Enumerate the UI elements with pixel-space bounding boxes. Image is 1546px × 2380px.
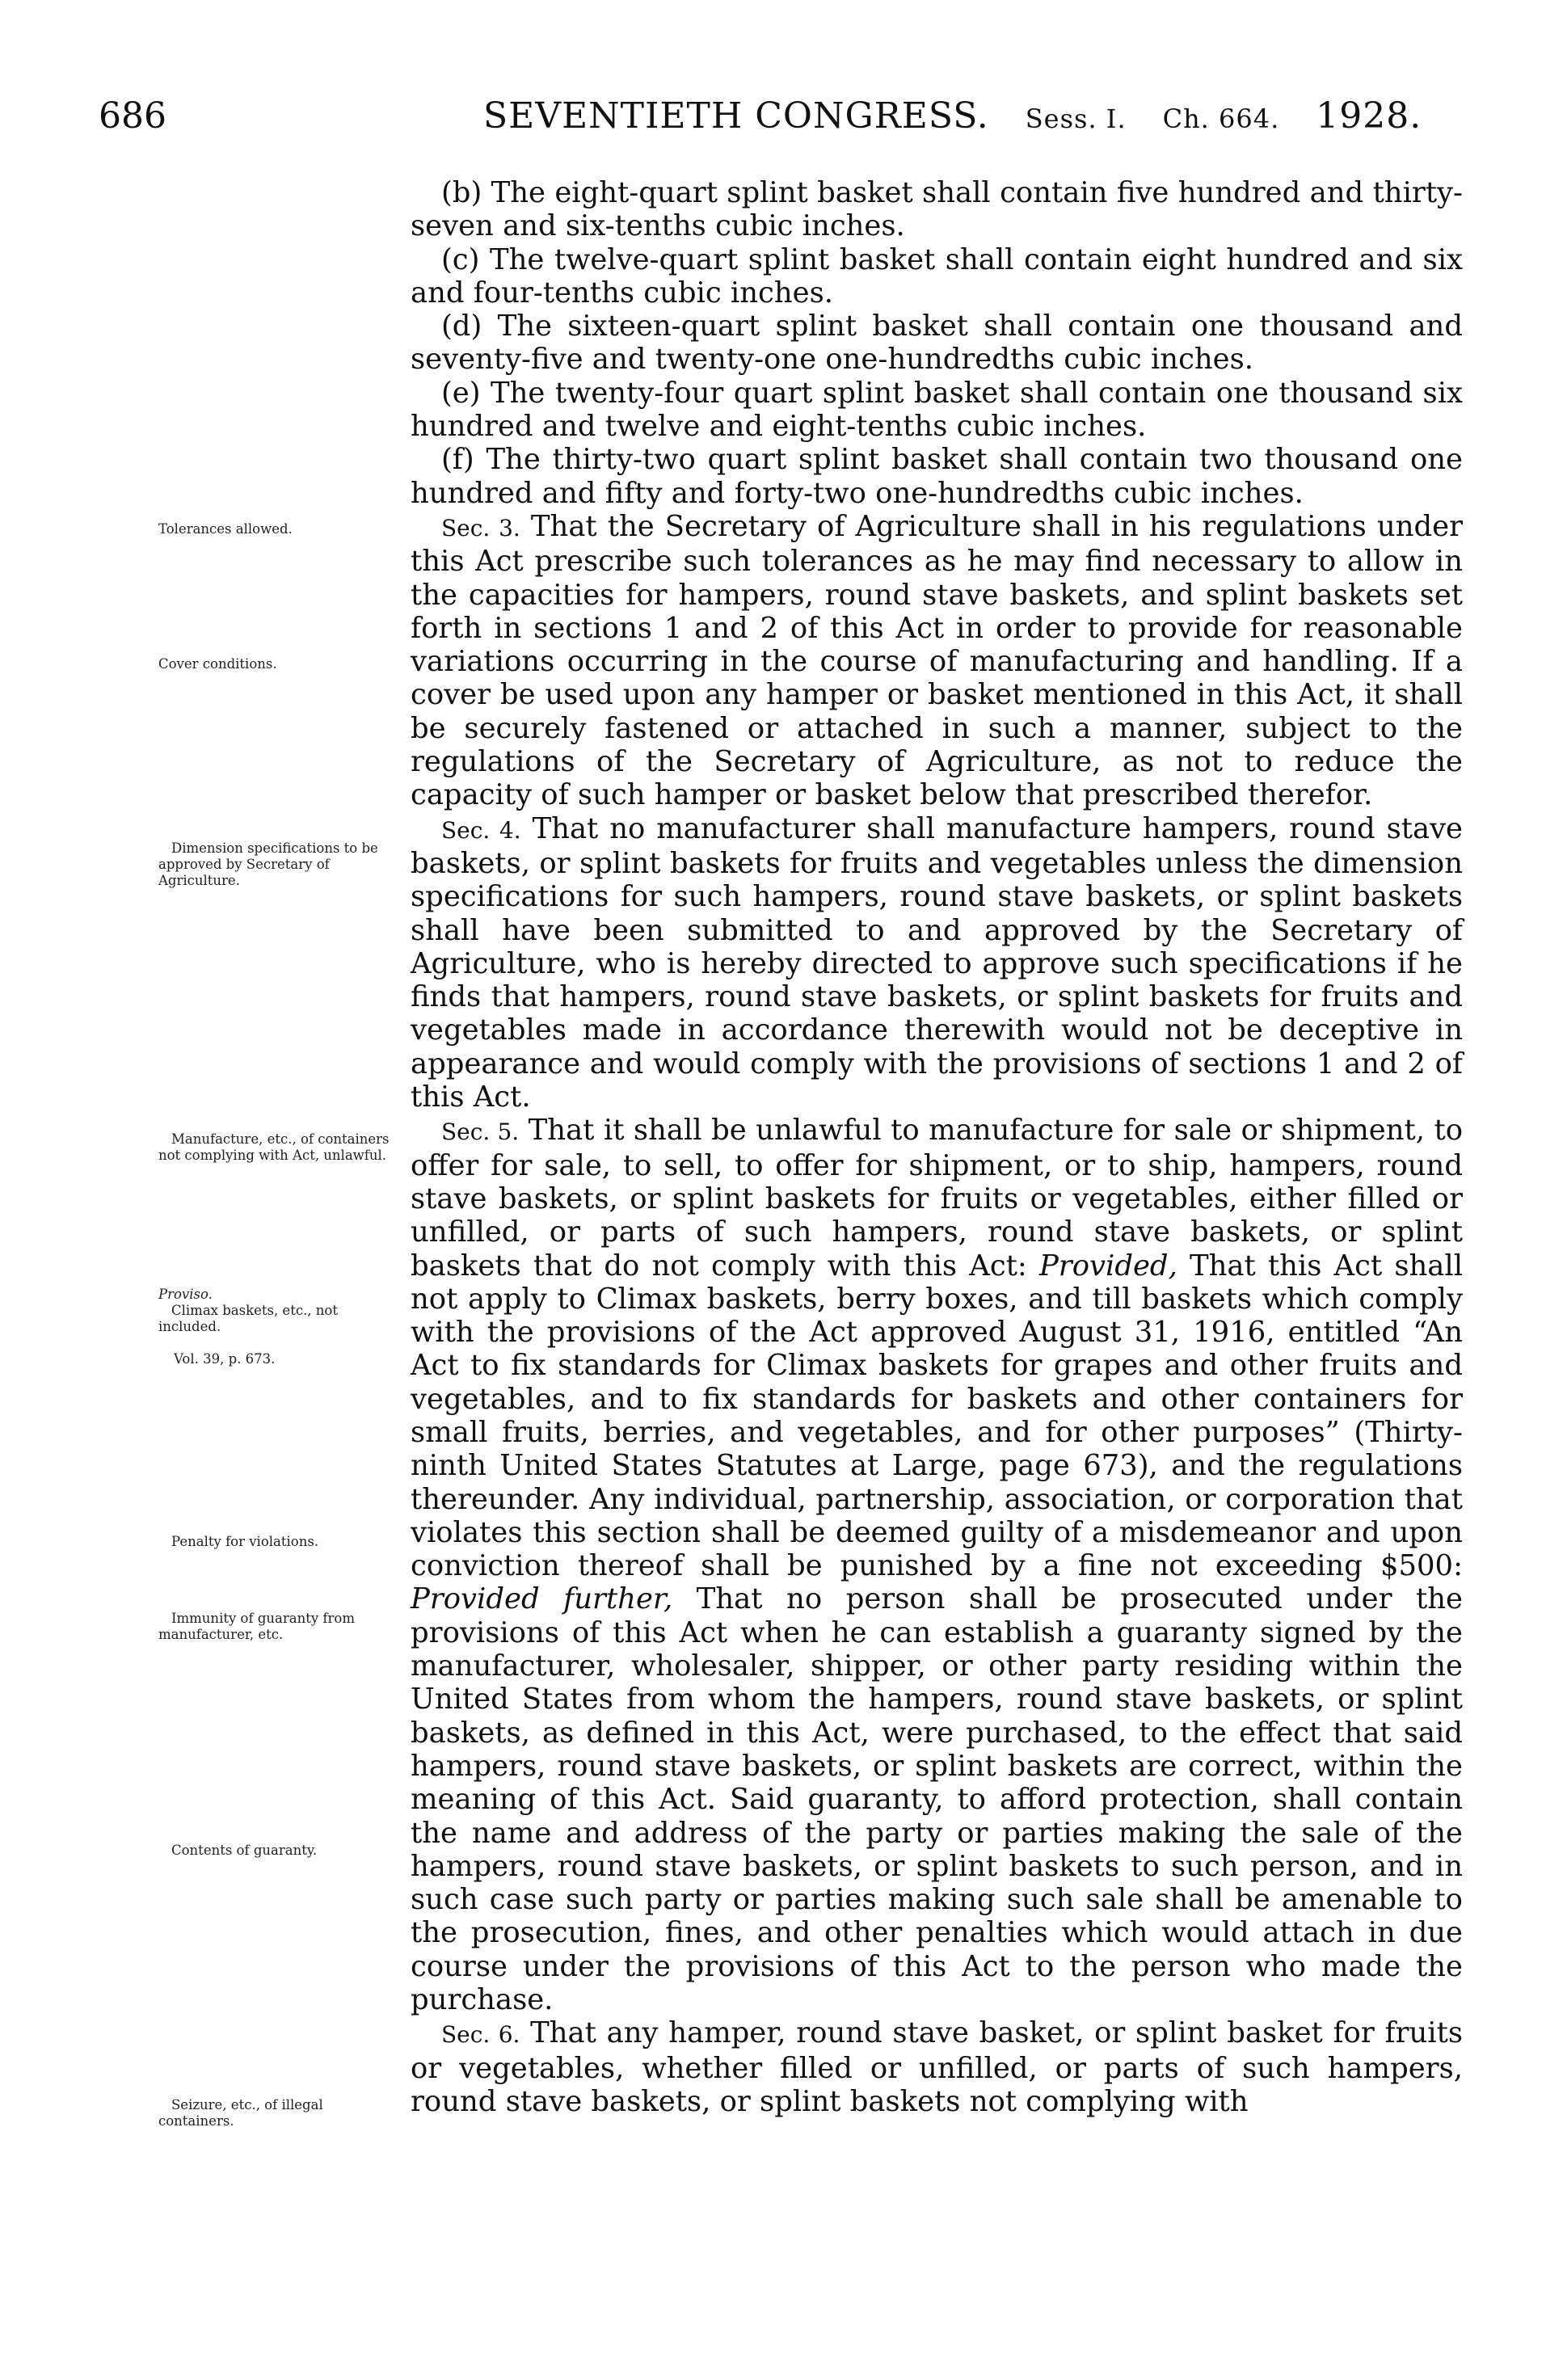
year-label: 1928. [1316,95,1422,137]
main-text [411,176,1463,2118]
margin-note-penalty: Penalty for violations. [171,1534,319,1549]
margin-note-manufacture: Manufacture, etc., of containers not complying with Act, unlawful. [158,1131,390,1163]
running-head [483,95,1422,137]
section-5-label: Sec. 5. [441,1118,520,1146]
margin-note-cover: Cover conditions. [158,656,277,672]
paragraph-f: (f) The thirty-two quart splint basket shall contain two thousand one hundred and fifty and forty-two one-hundredths cubic inches. [411,443,1463,510]
margin-note-volume-citation: Vol. 39, p. 673. [174,1351,276,1367]
section-3-label: Sec. 3. [441,514,520,541]
section-5 [411,1114,1463,2016]
congress-title: SEVENTIETH CONGRESS. [483,95,989,137]
proviso-provided-further: Provided further, [411,1582,673,1616]
page-number: 686 [99,95,166,137]
section-6-text: That any hamper, round stave basket, or splint basket for fruits or vegetables, whether filled or unfilled, or parts of such hampers, round stave baskets, or splint baskets not complying with [411,2016,1464,2118]
proviso-provided: Provided, [1038,1249,1177,1283]
margin-note-climax: Climax baskets, etc., not included. [158,1303,338,1334]
margin-note-immunity: Immunity of guaranty from manufacturer, etc. [158,1611,355,1642]
paragraph-d: (d) The sixteen-quart splint basket shall contain one thousand and seventy-five and twenty-one one-hundredths cubic inches. [411,310,1463,377]
session-label: Sess. I. [1025,103,1127,134]
margin-note-seizure: Seizure, etc., of illegal containers. [158,2097,323,2129]
margin-note-tolerances: Tolerances allowed. [158,521,293,537]
proviso-heading-text: Proviso. [158,1287,213,1302]
section-3 [411,510,1463,812]
section-6 [411,2016,1463,2118]
section-5-text-1: That it shall be unlawful to manufacture for sale or shipment, to offer for sale, to sell, to offer for shipment, or to ship, hampers, round stave baskets, or splint baskets for fruits or vegetables, either filled or unfilled, or parts of such hampers, round stave baskets, or splint baskets that do not comply with this Act: [411,1114,1463,1283]
paragraph-b: (b) The eight-quart splint basket shall contain five hundred and thirty-seven and six-tenths cubic inches. [411,176,1463,243]
section-6-label: Sec. 6. [441,2021,520,2049]
section-5-text-2: That this Act shall not apply to Climax baskets, berry boxes, and till baskets which comply with the provisions of the Act approved August 31, 1916, entitled “An Act to fix standards for Climax baskets for grapes and other fruits and vegetables, and to fix standards for baskets and other containers for small fruits, berries, and vegetables, and for other purposes” (Thirty-ninth United States Statutes at Large, page 673), and the regulations thereunder. Any individual, partnership, association, or corporation that violates this section shall be deemed guilty of a misdemeanor and upon conviction thereof shall be punished by a fine not exceeding $500: [411,1249,1464,1583]
paragraph-c: (c) The twelve-quart splint basket shall contain eight hundred and six and four-tenths cubic inches. [411,242,1463,310]
paragraph-e: (e) The twenty-four quart splint basket shall contain one thousand six hundred and twelve and eight-tenths cubic inches. [411,376,1463,444]
margin-note-contents: Contents of guaranty. [171,1843,318,1858]
section-4-label: Sec. 4. [441,816,521,844]
page-header [0,95,1546,152]
section-3-text: That the Secretary of Agriculture shall in his regulations under this Act prescribe such tolerances as he may find necessary to allow in the capacities for hampers, round stave baskets, and splint baskets set forth in sections 1 and 2 of this Act in order to provide for reasonable variations occurring in the course of manufacturing and handling. If a cover be used upon any hamper or basket mentioned in this Act, it shall be securely fastened or attached in such a manner, subject to the regulations of the Secretary of Agriculture, as not to reduce the capacity of such hamper or basket below that prescribed therefor. [411,509,1464,812]
margin-note-dimension: Dimension specifications to be approved by Secretary of Agriculture. [158,840,378,888]
section-5-text-3: That no person shall be prosecuted under the provisions of this Act when he can establish a guaranty signed by the manufacturer, wholesaler, shipper, or other party residing within the United States from whom the hampers, round stave baskets, or splint baskets, as defined in this Act, were purchased, to the effect that said hampers, round stave baskets, or splint baskets are correct, within the meaning of this Act. Said guaranty, to afford protection, shall contain the name and address of the party or parties making the sale of the hampers, round stave baskets, or splint baskets to such person, and in such case such party or parties making such sale shall be amenable to the prosecution, fines, and other penalties which would attach in due course under the provisions of this Act to the person who made the purchase. [411,1582,1463,2017]
margin-note-proviso-heading [158,1287,401,1303]
section-4-text: That no manufacturer shall manufacture hampers, round stave baskets, or splint baskets for fruits and vegetables unless the dimension specifications for such hampers, round stave baskets, or splint baskets shall have been submitted to and approved by the Secretary of Agriculture, who is hereby directed to approve such specifications if he finds that hampers, round stave baskets, or splint baskets for fruits and vegetables made in accordance therewith would not be deceptive in appearance and would comply with the provisions of sections 1 and 2 of this Act. [411,811,1464,1114]
section-4 [411,812,1463,1114]
chapter-label: Ch. 664. [1162,103,1280,134]
